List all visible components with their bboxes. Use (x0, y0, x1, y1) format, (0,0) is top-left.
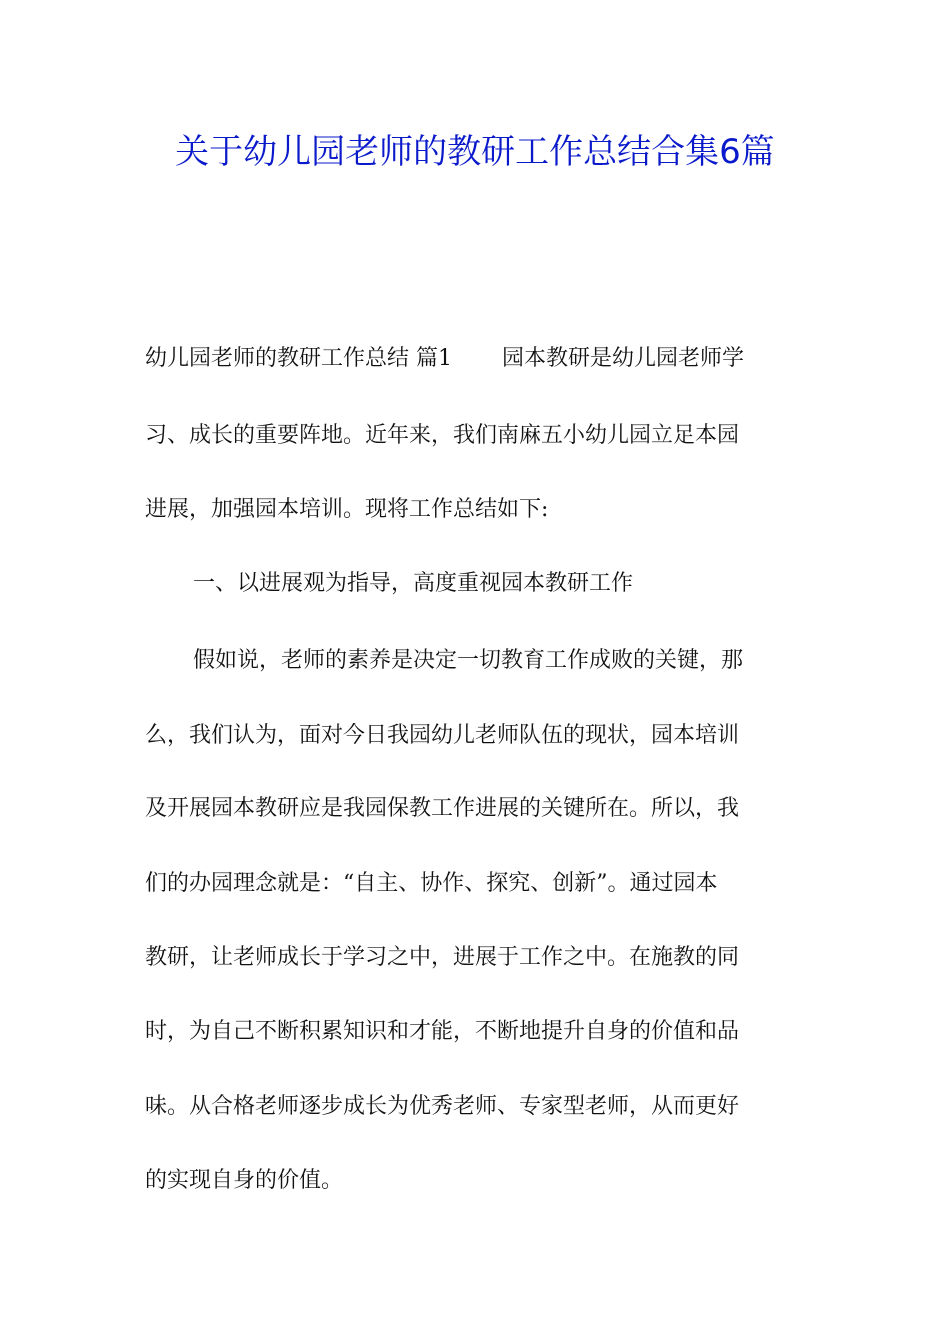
paragraph-line-2: 习、成长的重要阵地。近年来，我们南麻五小幼儿园立足本园 (145, 423, 740, 448)
paragraph-line-9: 教研，让老师成长于学习之中，进展于工作之中。在施教的同 (145, 945, 740, 970)
paragraph-line-3: 进展，加强园本培训。现将工作总结如下: (145, 497, 549, 522)
paragraph-line-7: 及开展园本教研应是我园保教工作进展的关键所在。所以，我 (145, 796, 740, 821)
paragraph-line-11: 味。从合格老师逐步成长为优秀老师、专家型老师，从而更好 (145, 1094, 740, 1119)
paragraph-text: 园本教研是幼儿园老师学 (502, 346, 745, 371)
paragraph-line-8: 们的办园理念就是：“自主、协作、探究、创新”。通过园本 (145, 871, 718, 896)
paragraph-line-6: 么，我们认为，面对今日我园幼儿老师队伍的现状，园本培训 (145, 723, 740, 748)
paragraph-line-12: 的实现自身的价值。 (145, 1168, 344, 1193)
document-title: 关于幼儿园老师的教研工作总结合集6篇 (175, 132, 775, 172)
section-subheading: 一、以进展观为指导，高度重视园本教研工作 (193, 571, 634, 596)
paragraph-line-5: 假如说，老师的素养是决定一切教育工作成败的关键，那 (193, 648, 744, 673)
paragraph-line-1 (145, 344, 805, 374)
paragraph-line-10: 时，为自己不断积累知识和才能，不断地提升自身的价值和品 (145, 1019, 740, 1044)
section-heading: 幼儿园老师的教研工作总结 篇1 (145, 346, 452, 371)
